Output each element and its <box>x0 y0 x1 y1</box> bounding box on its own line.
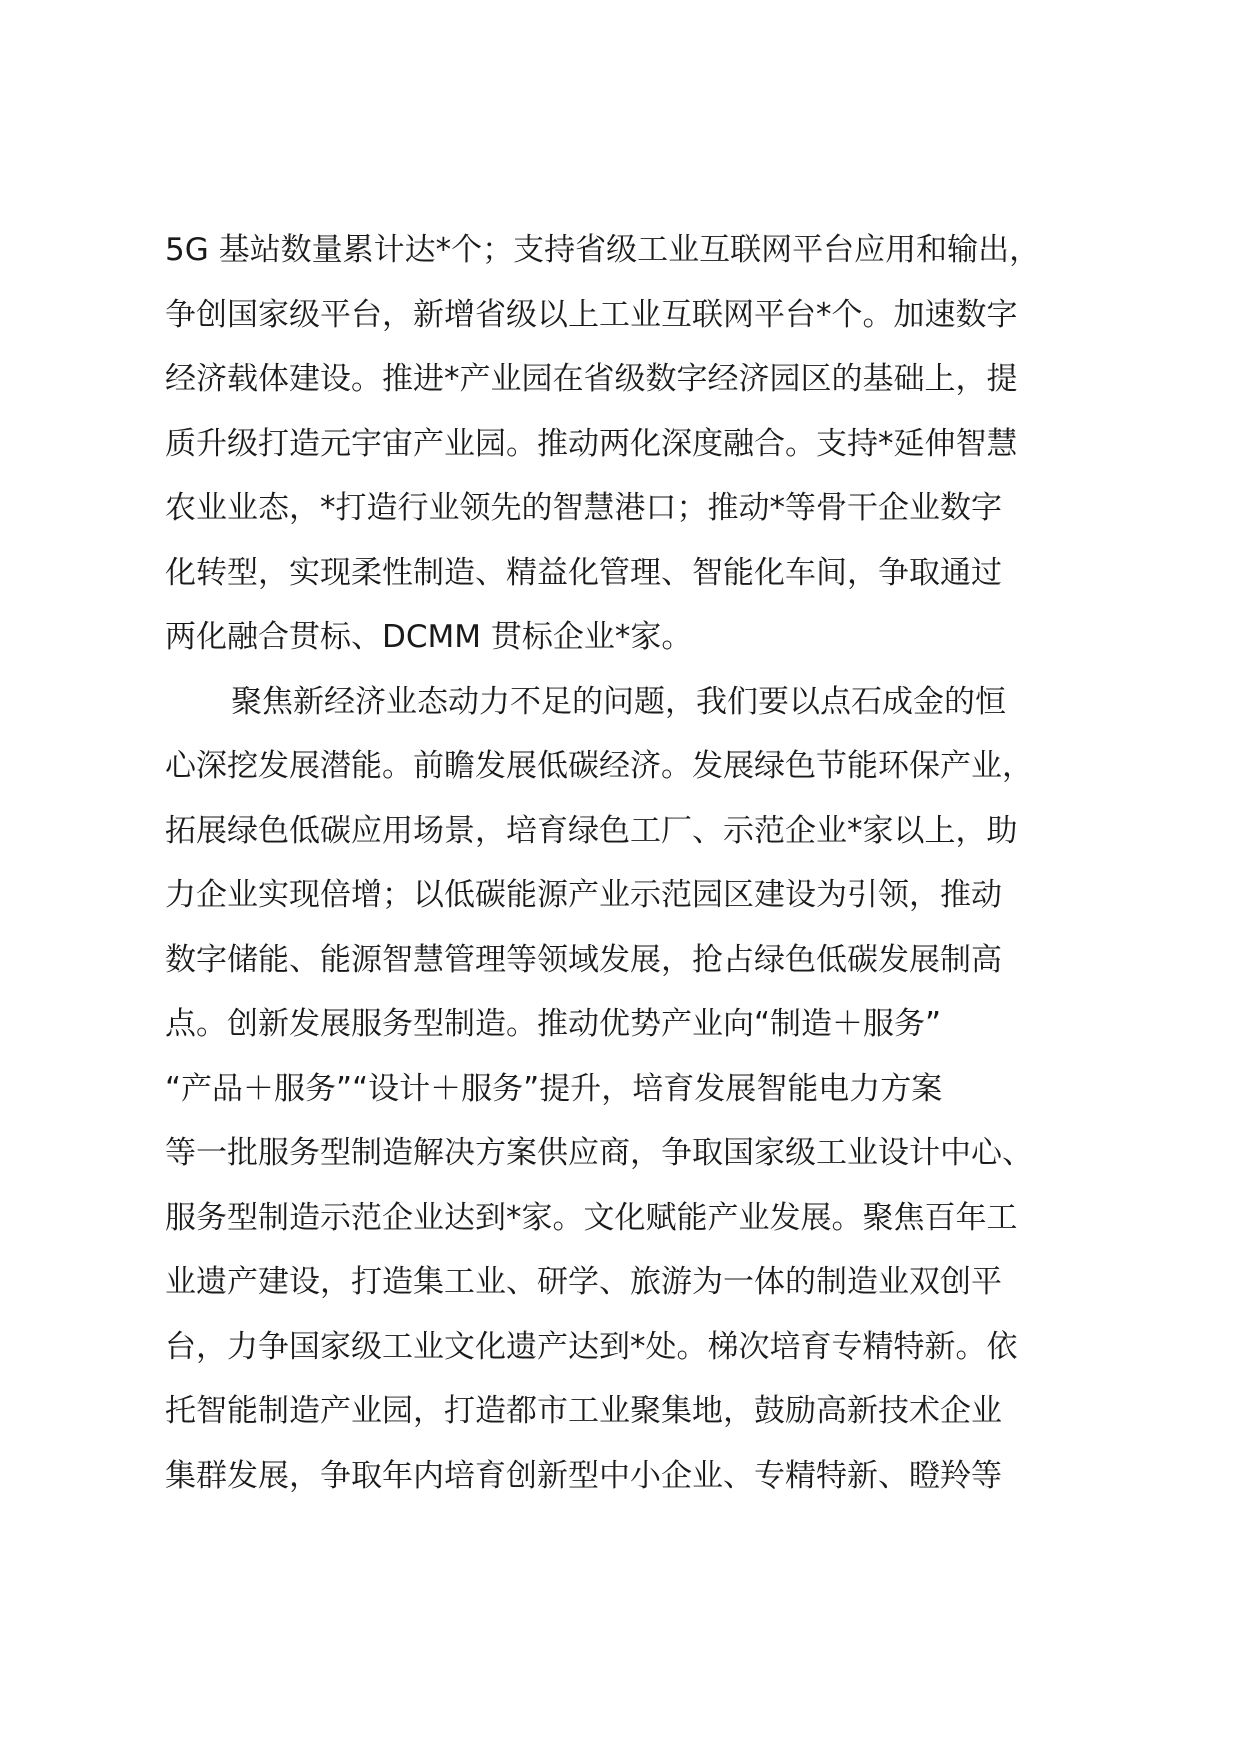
text-line: 拓展绿色低碳应用场景，培育绿色工厂、示范企业*家以上，助 <box>165 812 1018 849</box>
paragraph-2 <box>165 670 1115 1509</box>
text-line: 业遗产建设，打造集工业、研学、旅游为一体的制造业双创平 <box>165 1264 1002 1300</box>
text-line: 数字储能、能源智慧管理等领域发展，抢占绿色低碳发展制高 <box>165 941 1002 978</box>
text-line: 等一批服务型制造解决方案供应商，争取国家级工业设计中心、 <box>165 1135 1033 1171</box>
text-line: 集群发展，争取年内培育创新型中小企业、专精特新、瞪羚等 <box>165 1457 1002 1494</box>
text-line: 心深挖发展潜能。前瞻发展低碳经济。发展绿色节能环保产业， <box>165 748 1033 784</box>
text-line: 聚焦新经济业态动力不足的问题，我们要以点石成金的恒 <box>231 683 1006 720</box>
text-line: 质升级打造元宇宙产业园。推动两化深度融合。支持*延伸智慧 <box>165 425 1018 462</box>
text-line: 台，力争国家级工业文化遗产达到*处。梯次培育专精特新。依 <box>165 1328 1018 1365</box>
text-line: “产品＋服务”“设计＋服务”提升，培育发展智能电力方案 <box>165 1070 943 1107</box>
text-line: 化转型，实现柔性制造、精益化管理、智能化车间，争取通过 <box>165 554 1002 591</box>
text-line: 力企业实现倍增；以低碳能源产业示范园区建设为引领，推动 <box>165 877 1002 913</box>
text-line: 经济载体建设。推进*产业园在省级数字经济园区的基础上，提 <box>165 361 1018 397</box>
text-line: 两化融合贯标、DCMM 贯标企业*家。 <box>165 619 693 655</box>
text-line: 服务型制造示范企业达到*家。文化赋能产业发展。聚焦百年工 <box>165 1199 1018 1236</box>
text-line: 托智能制造产业园，打造都市工业聚集地，鼓励高新技术企业 <box>165 1393 1002 1429</box>
text-line: 点。创新发展服务型制造。推动优势产业向“制造＋服务” <box>165 1006 942 1042</box>
text-line: 5G 基站数量累计达*个；支持省级工业互联网平台应用和输出， <box>165 232 1041 268</box>
paragraph-1 <box>165 218 1115 670</box>
text-line: 争创国家级平台，新增省级以上工业互联网平台*个。加速数字 <box>165 296 1018 333</box>
text-line: 农业业态，*打造行业领先的智慧港口；推动*等骨干企业数字 <box>165 490 1002 526</box>
document-body <box>165 218 1115 1508</box>
